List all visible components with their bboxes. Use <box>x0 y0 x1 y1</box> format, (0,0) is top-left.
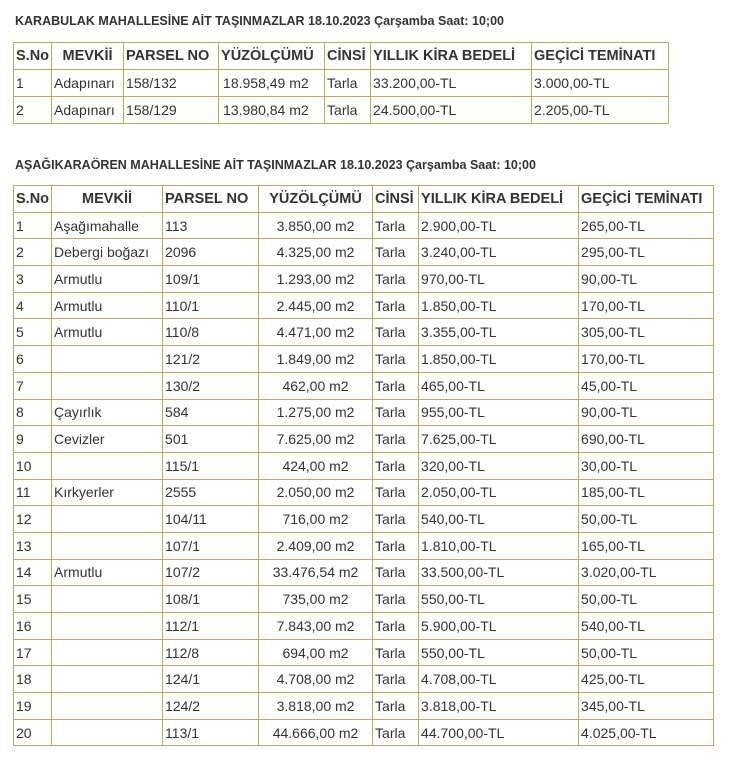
table-row <box>14 639 714 666</box>
cell-sno: 4 <box>14 292 52 319</box>
header-parsel-no: PARSEL NO <box>163 186 259 213</box>
header-mevkii: MEVKİİ <box>52 186 163 213</box>
cell-yuzolcumu: 2.409,00 m2 <box>259 532 373 559</box>
table-row <box>14 399 714 426</box>
cell-gecici-teminati: 50,00-TL <box>579 586 714 613</box>
cell-parsel-no: 2096 <box>163 239 259 266</box>
cell-sno: 9 <box>14 426 52 453</box>
cell-cinsi: Tarla <box>325 97 371 124</box>
table-row <box>14 666 714 693</box>
cell-cinsi: Tarla <box>373 586 419 613</box>
cell-sno: 2 <box>14 239 52 266</box>
cell-gecici-teminati: 4.025,00-TL <box>579 719 714 746</box>
cell-cinsi: Tarla <box>373 372 419 399</box>
table-row <box>14 292 714 319</box>
cell-parsel-no: 109/1 <box>163 266 259 293</box>
cell-parsel-no: 110/8 <box>163 319 259 346</box>
asagikaraoren-table <box>13 185 714 746</box>
cell-gecici-teminati: 90,00-TL <box>579 266 714 293</box>
cell-cinsi: Tarla <box>373 532 419 559</box>
header-cinsi: CİNSİ <box>373 186 419 213</box>
cell-parsel-no: 130/2 <box>163 372 259 399</box>
cell-cinsi: Tarla <box>373 319 419 346</box>
section2-title: AŞAĞIKARAÖREN MAHALLESİNE AİT TAŞINMAZLAR 18.10.2023 Çarşamba Saat: 10;00 <box>15 158 536 172</box>
cell-gecici-teminati: 305,00-TL <box>579 319 714 346</box>
cell-parsel-no: 113 <box>163 212 259 239</box>
table-row <box>14 693 714 720</box>
cell-gecici-teminati: 540,00-TL <box>579 613 714 640</box>
cell-parsel-no: 121/2 <box>163 346 259 373</box>
cell-sno: 2 <box>14 97 52 124</box>
cell-yuzolcumu: 13.980,84 m2 <box>219 97 325 124</box>
cell-yuzolcumu: 1.849,00 m2 <box>259 346 373 373</box>
cell-sno: 13 <box>14 532 52 559</box>
cell-kira-bedeli: 3.818,00-TL <box>419 693 579 720</box>
cell-parsel-no: 104/11 <box>163 506 259 533</box>
cell-sno: 5 <box>14 319 52 346</box>
cell-kira-bedeli: 2.900,00-TL <box>419 212 579 239</box>
cell-gecici-teminati: 425,00-TL <box>579 666 714 693</box>
cell-yuzolcumu: 424,00 m2 <box>259 452 373 479</box>
cell-parsel-no: 2555 <box>163 479 259 506</box>
cell-kira-bedeli: 24.500,00-TL <box>371 97 532 124</box>
cell-kira-bedeli: 1.810,00-TL <box>419 532 579 559</box>
header-mevkii: MEVKİİ <box>52 43 124 70</box>
table-row <box>14 266 714 293</box>
section1-title: KARABULAK MAHALLESİNE AİT TAŞINMAZLAR 18.10.2023 Çarşamba Saat: 10;00 <box>15 14 504 28</box>
cell-yuzolcumu: 3.818,00 m2 <box>259 693 373 720</box>
cell-mevkii: Çayırlık <box>52 399 163 426</box>
cell-parsel-no: 107/1 <box>163 532 259 559</box>
table-row <box>14 532 714 559</box>
table-row <box>14 372 714 399</box>
cell-sno: 12 <box>14 506 52 533</box>
table-row <box>14 613 714 640</box>
cell-kira-bedeli: 540,00-TL <box>419 506 579 533</box>
cell-parsel-no: 110/1 <box>163 292 259 319</box>
cell-kira-bedeli: 320,00-TL <box>419 452 579 479</box>
cell-yuzolcumu: 716,00 m2 <box>259 506 373 533</box>
cell-mevkii: Armutlu <box>52 292 163 319</box>
cell-yuzolcumu: 44.666,00 m2 <box>259 719 373 746</box>
cell-sno: 20 <box>14 719 52 746</box>
cell-mevkii <box>52 719 163 746</box>
cell-kira-bedeli: 33.500,00-TL <box>419 559 579 586</box>
cell-sno: 6 <box>14 346 52 373</box>
cell-mevkii: Armutlu <box>52 266 163 293</box>
cell-mevkii <box>52 532 163 559</box>
table-row <box>14 212 714 239</box>
cell-sno: 11 <box>14 479 52 506</box>
cell-kira-bedeli: 33.200,00-TL <box>371 70 532 97</box>
cell-mevkii: Armutlu <box>52 559 163 586</box>
cell-gecici-teminati: 170,00-TL <box>579 346 714 373</box>
cell-mevkii <box>52 666 163 693</box>
cell-kira-bedeli: 550,00-TL <box>419 639 579 666</box>
cell-yuzolcumu: 2.050,00 m2 <box>259 479 373 506</box>
table-row <box>14 479 714 506</box>
karabulak-table <box>13 42 669 124</box>
cell-yuzolcumu: 4.708,00 m2 <box>259 666 373 693</box>
cell-kira-bedeli: 3.240,00-TL <box>419 239 579 266</box>
cell-mevkii: Debergi boğazı <box>52 239 163 266</box>
karabulak-table-body <box>14 70 669 124</box>
cell-gecici-teminati: 345,00-TL <box>579 693 714 720</box>
cell-gecici-teminati: 295,00-TL <box>579 239 714 266</box>
header-gecici-teminati: GEÇİCİ TEMİNATI <box>532 43 669 70</box>
cell-parsel-no: 113/1 <box>163 719 259 746</box>
cell-mevkii <box>52 506 163 533</box>
cell-mevkii <box>52 452 163 479</box>
header-sno: S.No <box>14 186 52 213</box>
cell-parsel-no: 158/132 <box>124 70 219 97</box>
header-kira-bedeli: YILLIK KİRA BEDELİ <box>419 186 579 213</box>
cell-yuzolcumu: 462,00 m2 <box>259 372 373 399</box>
cell-mevkii <box>52 693 163 720</box>
cell-yuzolcumu: 1.275,00 m2 <box>259 399 373 426</box>
cell-cinsi: Tarla <box>373 346 419 373</box>
cell-mevkii: Adapınarı <box>52 97 124 124</box>
header-cinsi: CİNSİ <box>325 43 371 70</box>
cell-kira-bedeli: 970,00-TL <box>419 266 579 293</box>
header-gecici-teminati: GEÇİCİ TEMİNATI <box>579 186 714 213</box>
cell-cinsi: Tarla <box>373 506 419 533</box>
cell-sno: 1 <box>14 212 52 239</box>
cell-sno: 16 <box>14 613 52 640</box>
cell-sno: 18 <box>14 666 52 693</box>
cell-cinsi: Tarla <box>325 70 371 97</box>
cell-sno: 17 <box>14 639 52 666</box>
cell-gecici-teminati: 3.000,00-TL <box>532 70 669 97</box>
table-header-row <box>14 186 714 213</box>
cell-kira-bedeli: 955,00-TL <box>419 399 579 426</box>
cell-sno: 7 <box>14 372 52 399</box>
cell-parsel-no: 115/1 <box>163 452 259 479</box>
cell-cinsi: Tarla <box>373 693 419 720</box>
table-row <box>14 506 714 533</box>
cell-parsel-no: 158/129 <box>124 97 219 124</box>
header-sno: S.No <box>14 43 52 70</box>
table-header-row <box>14 43 669 70</box>
cell-cinsi: Tarla <box>373 639 419 666</box>
cell-parsel-no: 584 <box>163 399 259 426</box>
table-row <box>14 97 669 124</box>
table-row <box>14 239 714 266</box>
table-row <box>14 426 714 453</box>
cell-sno: 10 <box>14 452 52 479</box>
cell-yuzolcumu: 18.958,49 m2 <box>219 70 325 97</box>
cell-yuzolcumu: 2.445,00 m2 <box>259 292 373 319</box>
cell-mevkii: Aşağımahalle <box>52 212 163 239</box>
cell-yuzolcumu: 7.843,00 m2 <box>259 613 373 640</box>
cell-cinsi: Tarla <box>373 452 419 479</box>
cell-sno: 14 <box>14 559 52 586</box>
cell-mevkii <box>52 372 163 399</box>
cell-mevkii <box>52 346 163 373</box>
cell-gecici-teminati: 2.205,00-TL <box>532 97 669 124</box>
cell-gecici-teminati: 170,00-TL <box>579 292 714 319</box>
cell-sno: 3 <box>14 266 52 293</box>
cell-parsel-no: 107/2 <box>163 559 259 586</box>
cell-sno: 8 <box>14 399 52 426</box>
table-row <box>14 70 669 97</box>
cell-kira-bedeli: 465,00-TL <box>419 372 579 399</box>
cell-mevkii <box>52 586 163 613</box>
header-yuzolcumu: YÜZÖLÇÜMÜ <box>219 43 325 70</box>
cell-mevkii <box>52 613 163 640</box>
cell-kira-bedeli: 1.850,00-TL <box>419 346 579 373</box>
cell-cinsi: Tarla <box>373 426 419 453</box>
cell-cinsi: Tarla <box>373 479 419 506</box>
table-row <box>14 559 714 586</box>
cell-cinsi: Tarla <box>373 239 419 266</box>
header-yuzolcumu: YÜZÖLÇÜMÜ <box>259 186 373 213</box>
cell-yuzolcumu: 33.476,54 m2 <box>259 559 373 586</box>
cell-yuzolcumu: 694,00 m2 <box>259 639 373 666</box>
cell-kira-bedeli: 5.900,00-TL <box>419 613 579 640</box>
header-parsel-no: PARSEL NO <box>124 43 219 70</box>
table-row <box>14 719 714 746</box>
cell-parsel-no: 108/1 <box>163 586 259 613</box>
header-kira-bedeli: YILLIK KİRA BEDELİ <box>371 43 532 70</box>
cell-parsel-no: 112/8 <box>163 639 259 666</box>
cell-cinsi: Tarla <box>373 613 419 640</box>
cell-kira-bedeli: 44.700,00-TL <box>419 719 579 746</box>
cell-mevkii: Kırkyerler <box>52 479 163 506</box>
cell-yuzolcumu: 7.625,00 m2 <box>259 426 373 453</box>
cell-kira-bedeli: 3.355,00-TL <box>419 319 579 346</box>
cell-gecici-teminati: 185,00-TL <box>579 479 714 506</box>
cell-parsel-no: 124/1 <box>163 666 259 693</box>
cell-parsel-no: 124/2 <box>163 693 259 720</box>
cell-cinsi: Tarla <box>373 266 419 293</box>
cell-yuzolcumu: 1.293,00 m2 <box>259 266 373 293</box>
cell-gecici-teminati: 45,00-TL <box>579 372 714 399</box>
cell-yuzolcumu: 735,00 m2 <box>259 586 373 613</box>
cell-cinsi: Tarla <box>373 292 419 319</box>
cell-mevkii: Adapınarı <box>52 70 124 97</box>
cell-sno: 15 <box>14 586 52 613</box>
cell-yuzolcumu: 4.325,00 m2 <box>259 239 373 266</box>
cell-gecici-teminati: 30,00-TL <box>579 452 714 479</box>
cell-kira-bedeli: 7.625,00-TL <box>419 426 579 453</box>
cell-yuzolcumu: 4.471,00 m2 <box>259 319 373 346</box>
cell-gecici-teminati: 265,00-TL <box>579 212 714 239</box>
cell-kira-bedeli: 4.708,00-TL <box>419 666 579 693</box>
cell-yuzolcumu: 3.850,00 m2 <box>259 212 373 239</box>
cell-sno: 19 <box>14 693 52 720</box>
cell-cinsi: Tarla <box>373 212 419 239</box>
cell-cinsi: Tarla <box>373 719 419 746</box>
cell-gecici-teminati: 90,00-TL <box>579 399 714 426</box>
table-row <box>14 586 714 613</box>
cell-gecici-teminati: 165,00-TL <box>579 532 714 559</box>
table-row <box>14 346 714 373</box>
cell-gecici-teminati: 50,00-TL <box>579 506 714 533</box>
cell-parsel-no: 501 <box>163 426 259 453</box>
cell-mevkii: Armutlu <box>52 319 163 346</box>
cell-kira-bedeli: 2.050,00-TL <box>419 479 579 506</box>
cell-mevkii <box>52 639 163 666</box>
cell-gecici-teminati: 690,00-TL <box>579 426 714 453</box>
cell-kira-bedeli: 550,00-TL <box>419 586 579 613</box>
cell-gecici-teminati: 3.020,00-TL <box>579 559 714 586</box>
cell-cinsi: Tarla <box>373 399 419 426</box>
table-row <box>14 319 714 346</box>
table-row <box>14 452 714 479</box>
cell-cinsi: Tarla <box>373 666 419 693</box>
cell-cinsi: Tarla <box>373 559 419 586</box>
cell-kira-bedeli: 1.850,00-TL <box>419 292 579 319</box>
cell-gecici-teminati: 50,00-TL <box>579 639 714 666</box>
cell-mevkii: Cevizler <box>52 426 163 453</box>
cell-parsel-no: 112/1 <box>163 613 259 640</box>
asagikaraoren-table-body <box>14 212 714 746</box>
cell-sno: 1 <box>14 70 52 97</box>
